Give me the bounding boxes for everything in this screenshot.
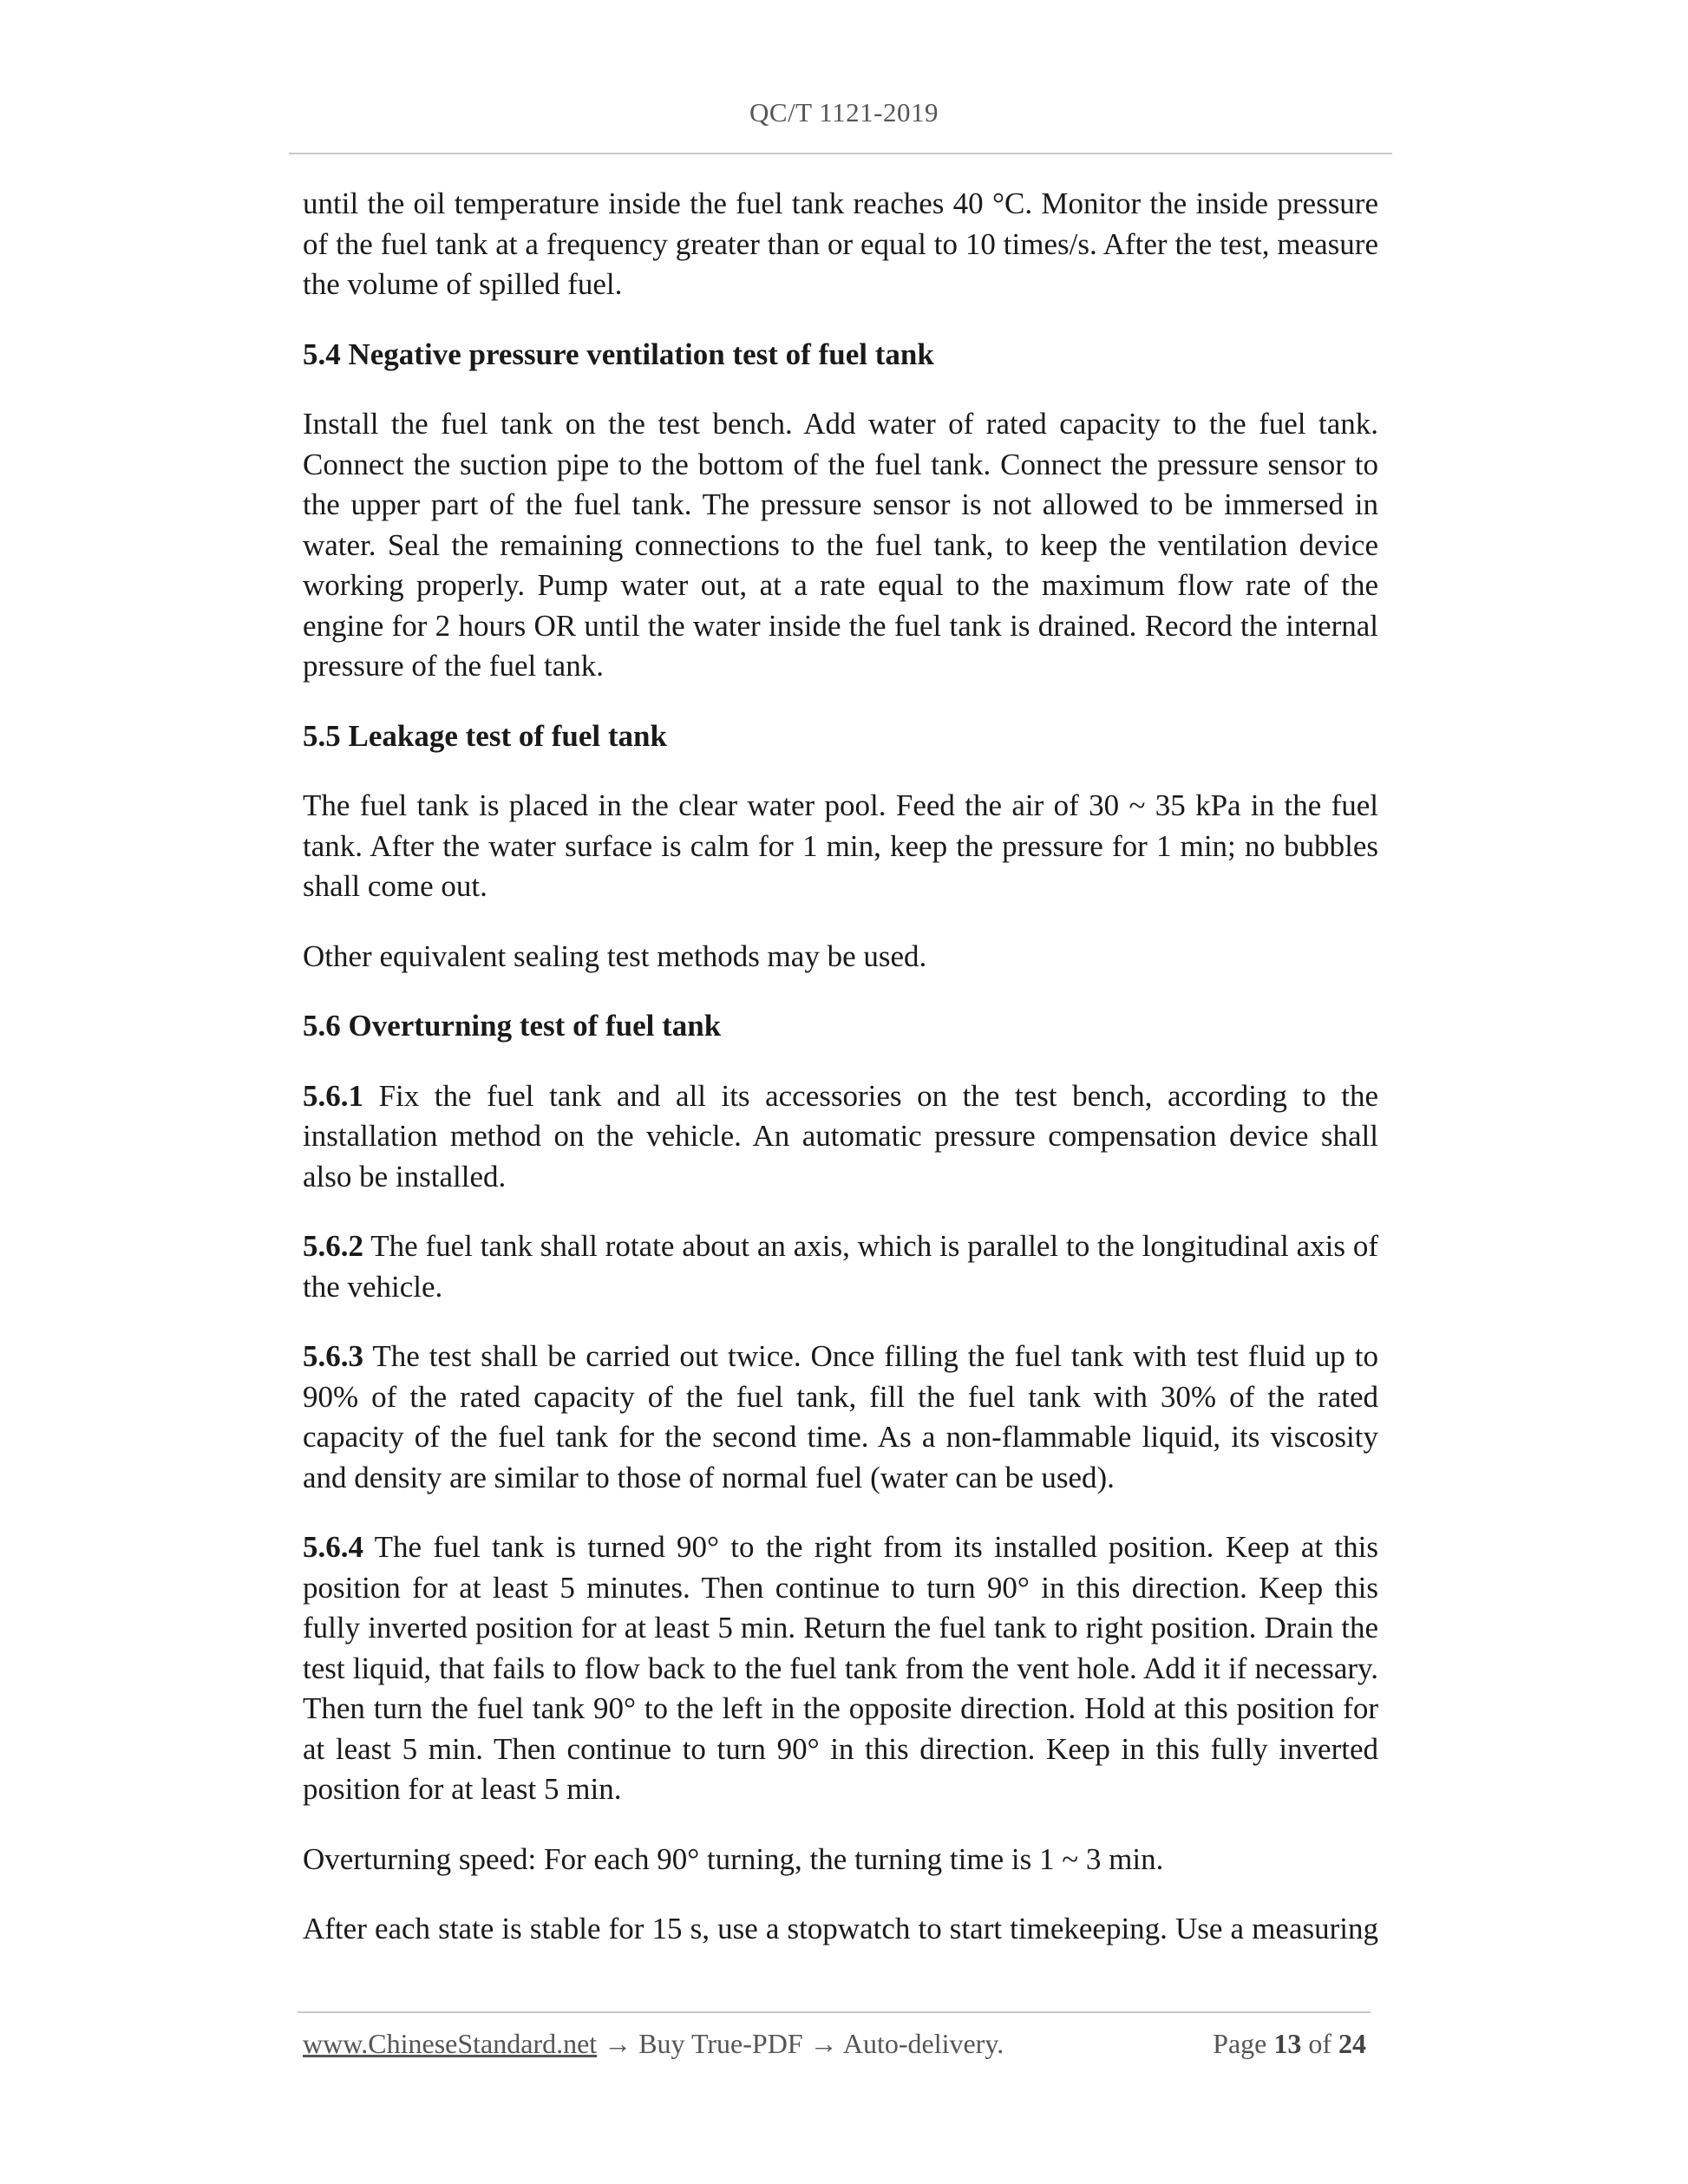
footer-left [303, 2028, 1004, 2060]
current-page-number: 13 [1273, 2028, 1302, 2059]
section-heading-5-5: 5.5 Leakage test of fuel tank [303, 718, 667, 753]
clause-number: 5.6.2 [303, 1229, 363, 1263]
of-label: of [1308, 2028, 1331, 2059]
paragraph-5-5-b: Other equivalent sealing test methods may be used. [303, 938, 927, 973]
clause-5-6-4 [303, 1527, 1378, 1810]
footer-divider [298, 2011, 1371, 2013]
clause-text: The fuel tank is turned 90° to the right from its installed position. Keep at this position for at least 5 minutes. Then continue to turn 90° in this direction. Keep this fully inverted position for at least 5 min. Return the fuel tank to right position. Drain the test liquid, that fails to flow back to the fuel tank from the vent hole. Add it if necessary. Then turn the fuel tank 90° to the left in the opposite direction. Hold at this position for at least 5 min. Then continue to turn 90° in this direction. Keep in this fully inverted position for at least 5 min. [303, 1530, 1378, 1806]
total-page-number: 24 [1338, 2028, 1366, 2059]
paragraph-5-4: Install the fuel tank on the test bench. Add water of rated capacity to the fuel tank. Connect the suction pipe to the bottom of the fuel tank. Connect the pressure sensor to the upper part of the fuel tank. The pressure sensor is not allowed to be immersed in water. Seal the remaining connections to the fuel tank, to keep the ventilation device working properly. Pump water out, at a rate equal to the maximum flow rate of the engine for 2 hours OR until the water inside the fuel tank is drained. Record the internal pressure of the fuel tank. [303, 407, 1378, 683]
page-header-title: QC/T 1121-2019 [749, 97, 939, 128]
document-body [303, 184, 1378, 1979]
paragraph-5-5-a: The fuel tank is placed in the clear water pool. Feed the air of 30 ~ 35 kPa in the fuel tank. After the water surface is calm for 1 min, keep the pressure for 1 min; no bubbles shall come out. [303, 788, 1378, 903]
footer-promo-text: → Buy True-PDF → Auto-delivery. [597, 2028, 1004, 2059]
website-link[interactable]: www.ChineseStandard.net [303, 2028, 598, 2059]
page-number [1213, 2028, 1366, 2060]
paragraph-overturning-speed: Overturning speed: For each 90° turning, the turning time is 1 ~ 3 min. [303, 1841, 1164, 1876]
clause-5-6-3 [303, 1337, 1378, 1498]
clause-text: The fuel tank shall rotate about an axis, which is parallel to the longitudinal axis of the vehicle. [303, 1229, 1378, 1304]
section-heading-5-4: 5.4 Negative pressure ventilation test of fuel tank [303, 337, 934, 371]
paragraph-after-stable: After each state is stable for 15 s, use a stopwatch to start timekeeping. Use a measuring [303, 1912, 1378, 1945]
paragraph-intro: until the oil temperature inside the fuel tank reaches 40 °C. Monitor the inside pressure of the fuel tank at a frequency greater than or equal to 10 times/s. After the test, measure the volume of spilled fuel. [303, 186, 1378, 301]
section-heading-5-6: 5.6 Overturning test of fuel tank [303, 1009, 722, 1043]
page-label: Page [1213, 2028, 1267, 2059]
clause-number: 5.6.1 [303, 1078, 363, 1113]
clause-5-6-1 [303, 1076, 1378, 1198]
clause-number: 5.6.4 [303, 1530, 363, 1564]
clause-text: Fix the fuel tank and all its accessories on the test bench, according to the installation method on the vehicle. An automatic pressure compensation device shall also be installed. [303, 1078, 1379, 1193]
clause-5-6-2 [303, 1226, 1378, 1307]
header-divider [289, 153, 1392, 154]
clause-text: The test shall be carried out twice. Once filling the fuel tank with test fluid up to 90% of the rated capacity of the fuel tank, fill the fuel tank with 30% of the rated capacity of the fuel tank for the second time. As a non-flammable liquid, its viscosity and density are similar to those of normal fuel (water can be used). [303, 1339, 1379, 1494]
clause-number: 5.6.3 [303, 1339, 363, 1373]
